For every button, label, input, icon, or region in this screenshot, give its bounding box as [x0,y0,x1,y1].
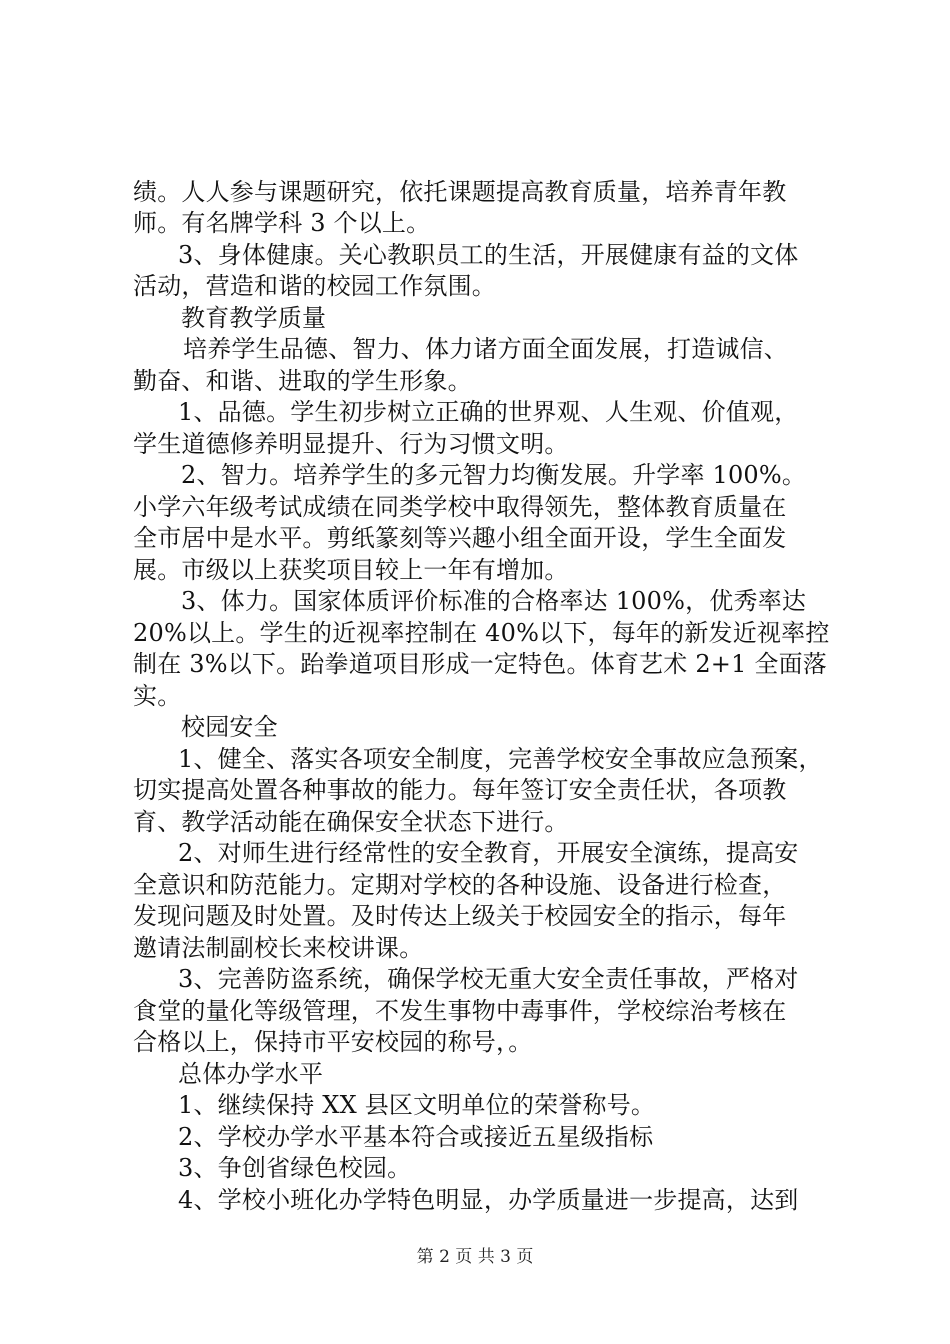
text-line: 1、健全、落实各项安全制度，完善学校安全事故应急预案， [178,745,823,773]
text-line: 3、争创省绿色校园。 [178,1154,412,1182]
text-line: 小学六年级考试成绩在同类学校中取得领先，整体教育质量在 [133,493,787,521]
text-line: 活动，营造和谐的校园工作氛围。 [133,272,496,300]
text-line: 2、学校办学水平基本符合或接近五星级指标 [178,1123,654,1151]
section-heading: 校园安全 [181,713,278,741]
text-line: 1、品德。学生初步树立正确的世界观、人生观、价值观， [178,398,799,426]
text-line: 实。 [133,682,182,710]
text-line: 师。有名牌学科 3 个以上。 [133,209,431,237]
page-footer: 第 2 页 共 3 页 [416,1247,534,1267]
text-line: 全市居中是水平。剪纸篆刻等兴趣小组全面开设，学生全面发 [133,524,787,552]
text-line: 绩。人人参与课题研究，依托课题提高教育质量，培养青年教 [133,178,787,206]
text-line: 3、完善防盗系统，确保学校无重大安全责任事故，严格对 [178,965,799,993]
text-line: 邀请法制副校长来校讲课。 [133,934,424,962]
text-line: 培养学生品德、智力、体力诸方面全面发展，打造诚信、 [183,335,788,363]
text-line: 3、体力。国家体质评价标准的合格率达 100%，优秀率达 [181,587,807,615]
text-line: 学生道德修养明显提升、行为习惯文明。 [133,430,569,458]
text-line: 4、学校小班化办学特色明显，办学质量进一步提高，达到 [178,1186,799,1214]
text-line: 食堂的量化等级管理，不发生事物中毒事件，学校综治考核在 [133,997,787,1025]
text-line: 展。市级以上获奖项目较上一年有增加。 [133,556,569,584]
text-line: 育、教学活动能在确保安全状态下进行。 [133,808,569,836]
text-line: 发现问题及时处置。及时传达上级关于校园安全的指示，每年 [133,902,787,930]
text-line: 勤奋、和谐、进取的学生形象。 [133,367,472,395]
text-line: 制在 3%以下。跆拳道项目形成一定特色。体育艺术 2+1 全面落 [133,650,828,678]
text-line: 2、智力。培养学生的多元智力均衡发展。升学率 100%。 [181,461,807,489]
text-line: 20%以上。学生的近视率控制在 40%以下，每年的新发近视率控 [133,619,830,647]
text-line: 1、继续保持 XX 县区文明单位的荣誉称号。 [178,1091,656,1119]
text-line: 2、对师生进行经常性的安全教育，开展安全演练，提高安 [178,839,799,867]
section-heading: 总体办学水平 [178,1060,324,1088]
text-line: 全意识和防范能力。定期对学校的各种设施、设备进行检查， [133,871,787,899]
text-line: 3、身体健康。关心教职员工的生活，开展健康有益的文体 [178,241,799,269]
text-line: 合格以上，保持市平安校园的称号，。 [133,1028,533,1056]
section-heading: 教育教学质量 [181,304,327,332]
text-line: 切实提高处置各种事故的能力。每年签订安全责任状，各项教 [133,776,787,804]
